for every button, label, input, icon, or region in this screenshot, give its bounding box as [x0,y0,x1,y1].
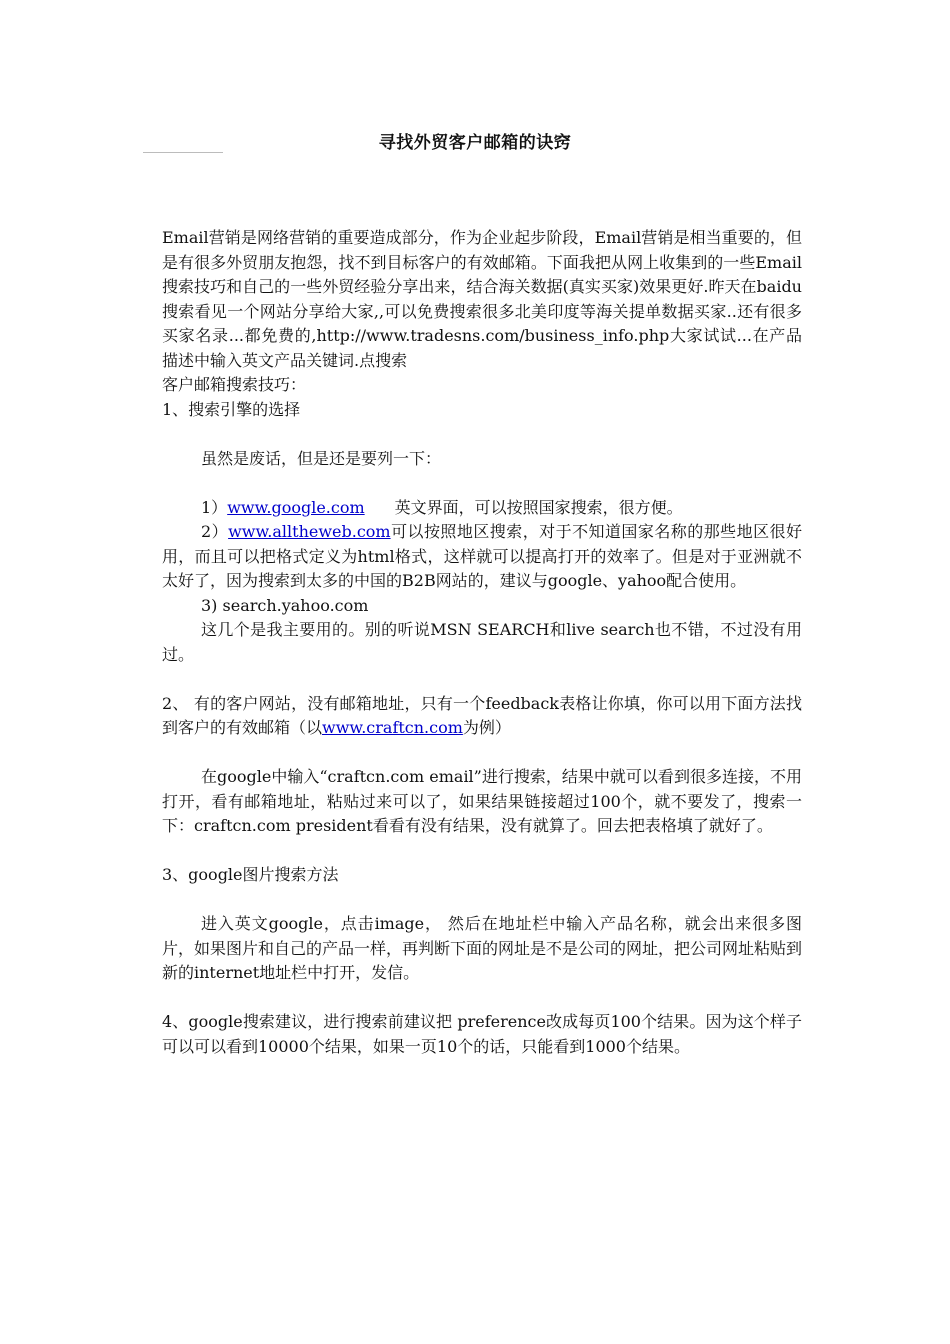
link-craftcn[interactable]: www.craftcn.com [322,718,463,737]
list-item-google [162,496,802,521]
list-item-yahoo: 3) search.yahoo.com [201,595,369,615]
section-2-body: 在google中输入“craftcn.com email”进行搜索，结果中就可以看到很多连接，不用打开，看有邮箱地址，粘贴过来可以了，如果结果链接超过100个，就不要发了，搜索一下：craftcn.com president看看有没有结果，没有就算了。回去把表格填了就好了。 [162,767,802,835]
section-3-heading: 3、google图片搜索方法 [162,865,339,884]
tips-heading: 客户邮箱搜索技巧： [162,375,307,394]
link-google[interactable]: www.google.com [227,497,365,517]
section-2-text: 2、 有的客户网站，没有邮箱地址，只有一个feedback表格让你填，你可以用下面方法找到客户的有效邮箱（以 [162,693,802,737]
list-item-number: 2） [201,522,229,541]
section-4-body: 4、google搜索建议，进行搜索前建议把 preference改成每页100个结果。因为这个样子可以可以看到10000个结果，如果一页10个的话，只能看到1000个结果。 [162,1012,802,1056]
list-item-text: 可以按照地区搜索，对于不知道国家名称的那些地区很好用，而且可以把格式定义为html格式，这样就可以提高打开的效率了。但是对于亚洲就不太好了，因为搜索到太多的中国的B2B网站的，建议与google、yahoo配合使用。 [162,522,802,590]
list-item-number: 1） [201,497,228,517]
document-body [162,226,802,1059]
page-title: 寻找外贸客户邮箱的诀窍 [378,133,572,153]
section-1-note: 这几个是我主要用的。别的听说MSN SEARCH和live search也不错，不过没有用过。 [162,620,802,664]
intro-paragraph: Email营销是网络营销的重要造成部分，作为企业起步阶段，Email营销是相当重要的，但是有很多外贸朋友抱怨，找不到目标客户的有效邮箱。下面我把从网上收集到的一些Email搜索技巧和自己的一些外贸经验分享出来，结合海关数据(真实买家)效果更好.昨天在baidu 搜索看见一个网站分享给大家,,可以免费搜索很多北美印度等海关提单数据买家..还有很多买家名录...都免费的,http://www.tradesns.com/business_info.php大家试试...在产品描述中输入英文产品关键词.点搜索 [162,228,802,370]
list-item-alltheweb [162,520,802,594]
section-3-body: 进入英文google，点击image， 然后在地址栏中输入产品名称，就会出来很多图片，如果图片和自己的产品一样，再判断下面的网址是不是公司的网址，把公司网址粘贴到新的internet地址栏中打开，发信。 [162,914,803,982]
section-2-text-end: 为例） [462,718,511,737]
section-2-paragraph [162,692,802,741]
section-1-lead: 虽然是废话，但是还是要列一下： [201,448,442,468]
section-1-heading: 1、搜索引擎的选择 [162,399,301,419]
list-item-text: 英文界面，可以按照国家搜索，很方便。 [394,497,683,517]
link-alltheweb[interactable]: www.alltheweb.com [228,522,391,541]
